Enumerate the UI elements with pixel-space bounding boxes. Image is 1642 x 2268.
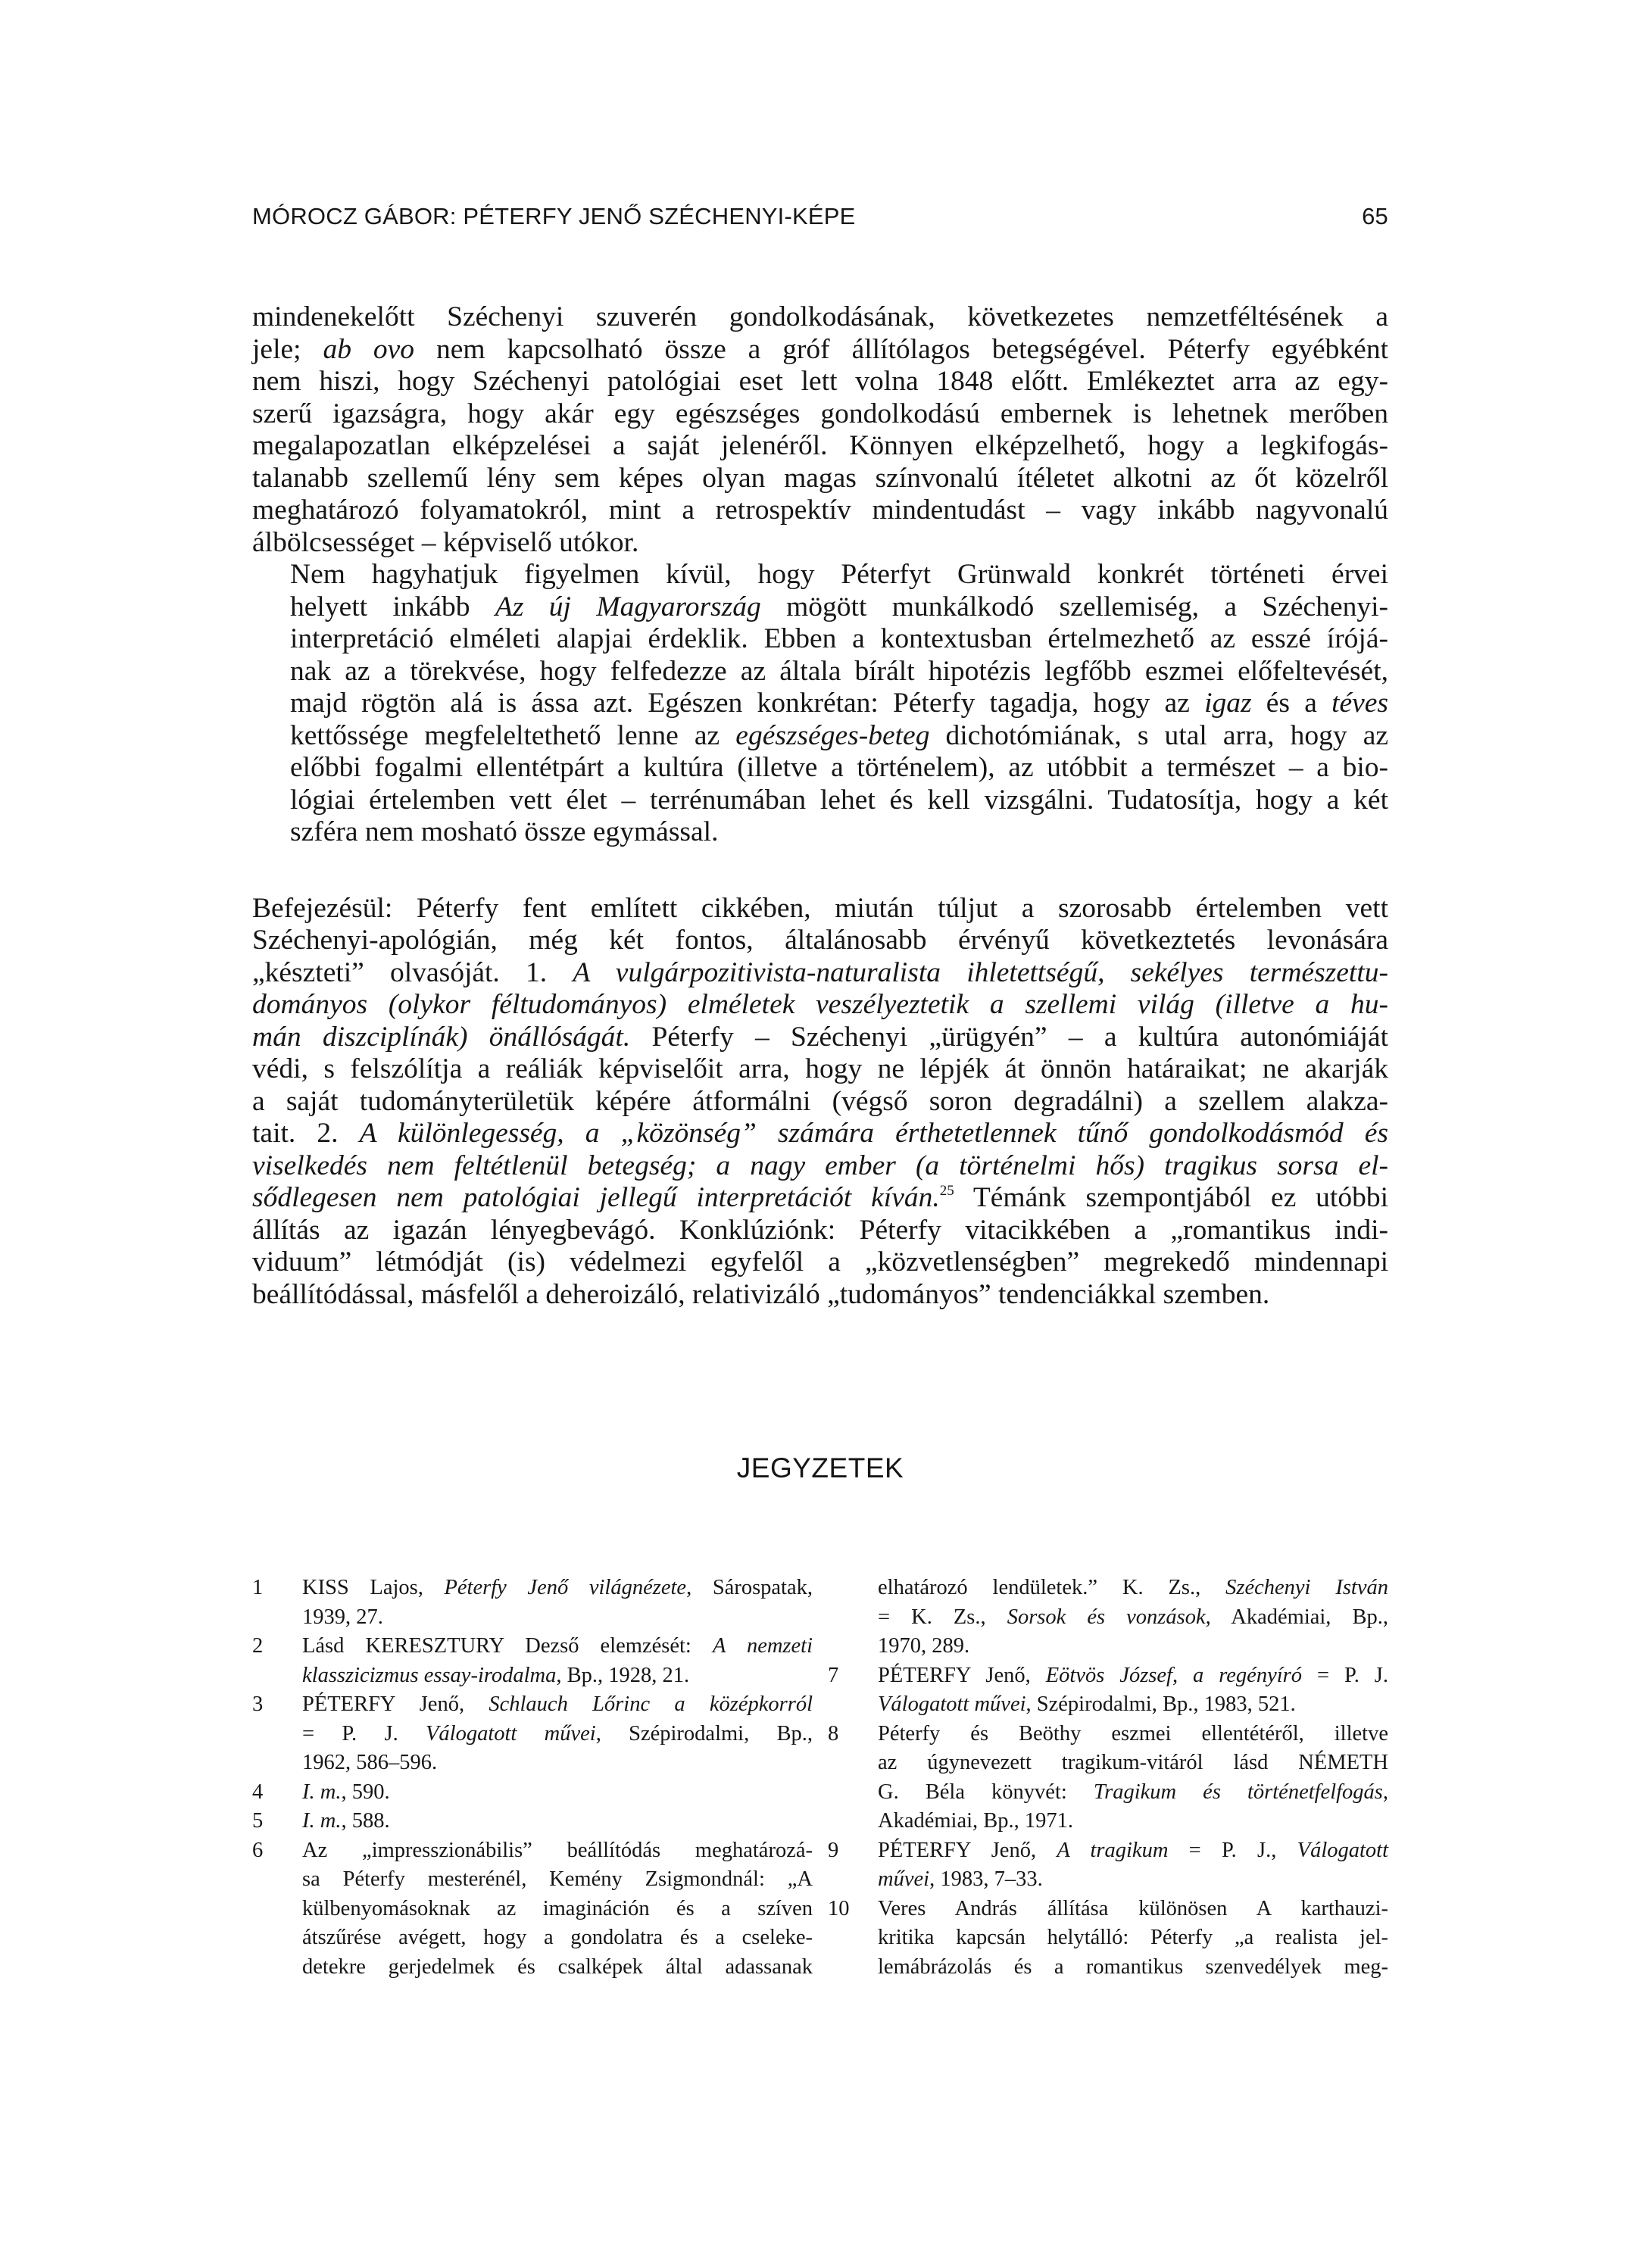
text-line: viduum” létmódját (is) védelmezi egyfelől a „közvetlenségben” megrekedő mindennapi <box>252 1246 1388 1278</box>
note-6: 6 Az „impresszionábilis” beállítódás meghatározá- sa Péterfy mesterénél, Kemény Zsigmondnál: „A külbenyomásoknak az imagináción és a szíven átszűrése avégett, hogy a gondolatra és a cseleke- detekre gerjedelmek és csalképek által adassanak <box>252 1836 813 1983</box>
text-line: álbölcsességet – képviselő utókor. <box>252 526 639 558</box>
text-line: előbbi fogalmi ellentétpárt a kultúra (illetve a történelem), az utóbbit a természet – a bio- <box>290 752 1388 783</box>
note-number: 7 <box>828 1663 839 1687</box>
text-line: tait. 2. A különlegesség, a „közönség” számára érthetetlennek tűnő gondolkodásmód és <box>252 1118 1388 1149</box>
italic-term: egészséges-beteg <box>735 719 930 751</box>
text-line: állítás az igazán lényegbevágó. Konklúziónk: Péterfy vitacikkében a „romantikus indi- <box>252 1214 1388 1246</box>
paragraph-3 <box>252 893 1388 1312</box>
text-line: jele; ab ovo nem kapcsolható össze a gróf állítólagos betegségével. Péterfy egyébként <box>252 333 1388 365</box>
running-title: MÓROCZ GÁBOR: PÉTERFY JENŐ SZÉCHENYI-KÉPE <box>252 203 856 229</box>
italic-thesis: sődlegesen nem patológiai jellegű interpretációt kíván. <box>252 1182 940 1213</box>
text-line: szerű igazságra, hogy akár egy egészséges gondolkodású embernek is lehetnek merőben <box>252 398 1388 429</box>
italic-thesis: viselkedés nem feltétlenül betegség; a nagy ember (a történelmi hős) tragikus sorsa el- <box>252 1150 1388 1181</box>
note-5: 5 I. m., 588. <box>252 1807 813 1836</box>
note-number: 9 <box>828 1838 839 1862</box>
note-number: 10 <box>828 1896 850 1920</box>
note-number: 5 <box>252 1809 264 1833</box>
note-number: 8 <box>828 1721 839 1745</box>
note-2: 2 Lásd KERESZTURY Dezső elemzését: A nemzeti klasszicizmus essay-irodalma, Bp., 1928, 21. <box>252 1632 813 1690</box>
italic-term: ab ovo <box>323 333 415 365</box>
paragraph-2 <box>252 559 1388 849</box>
text-line: beállítódással, másfelől a deheroizáló, relativizáló „tudományos” tendenciákkal szemben. <box>252 1278 1270 1310</box>
text-line: helyett inkább Az új Magyarország mögött munkálkodó szellemiség, a Széchenyi- <box>290 591 1388 622</box>
note-4: 4 I. m., 590. <box>252 1778 813 1808</box>
note-10: 10 Veres András állítása különösen A karthauzi- kritika kapcsán helytálló: Péterfy „a realista jel- lemábrázolás és a romantikus szenvedélyek meg- <box>828 1895 1388 1983</box>
text-line <box>252 989 1388 1022</box>
text-line: sődlegesen nem patológiai jellegű interpretációt kíván.$^{25}$ Témánk szempontjából ez utóbbi <box>252 1182 1388 1213</box>
note-number: 1 <box>252 1576 264 1599</box>
notes-column-right <box>828 1574 1388 1982</box>
note-number: 6 <box>252 1838 264 1862</box>
notes-column-left <box>252 1574 813 1982</box>
italic-term: téves <box>1331 688 1389 719</box>
text-line: lógiai értelemben vett élet – terrénumában lehet és kell vizsgálni. Tudatosítja, hogy a két <box>290 784 1388 816</box>
italic-thesis: mán diszciplínák) önállóságát. <box>252 1021 631 1053</box>
text-line: mindenekelőtt Széchenyi szuverén gondolkodásának, következetes nemzetféltésének a <box>252 301 1388 332</box>
text-line: „készteti” olvasóját. 1. A vulgárpozitivista-naturalista ihletettségű, sekélyes természettu- <box>252 956 1388 988</box>
note-8: 8 Péterfy és Beöthy eszmei ellentétéről, illetve az úgynevezett tragikum-vitáról lásd NÉMETH G. Béla könyvét: Tragikum és történetfelfogás, Akadémiai, Bp., 1971. <box>828 1720 1388 1836</box>
footnote-ref[interactable]: 25 <box>939 1183 954 1199</box>
note-9: 9 PÉTERFY Jenő, A tragikum = P. J., Válogatott művei, 1983, 7–33. <box>828 1836 1388 1895</box>
page-number: 65 <box>1362 203 1388 229</box>
italic-title: Az új Magyarország <box>495 591 761 622</box>
italic-thesis: A vulgárpozitivista-naturalista ihletettségű, sekélyes természettu- <box>573 956 1388 988</box>
text-line: a saját tudományterületük képére átformálni (végső soron degradálni) a szellem alakza- <box>252 1085 1388 1117</box>
note-7: 7 PÉTERFY Jenő, Eötvös József, a regényíró = P. J. Válogatott művei, Szépirodalmi, Bp., 1983, 521. <box>828 1661 1388 1720</box>
italic-term: igaz <box>1204 688 1252 719</box>
text-line: nak az a törekvése, hogy felfedezze az általa bírált hipotézis legfőbb eszmei előfeltevését, <box>290 655 1388 687</box>
notes-heading: JEGYZETEK <box>736 1452 904 1483</box>
text-line: Széchenyi-apológián, még két fontos, általánosabb érvényű következtetés levonására <box>252 925 1388 956</box>
note-3: 3 PÉTERFY Jenő, Schlauch Lőrinc a középkorról = P. J. Válogatott művei, Szépirodalmi, Bp., 1962, 586–596. <box>252 1690 813 1778</box>
text-line: mán diszciplínák) önállóságát. Péterfy – Széchenyi „ürügyén” – a kultúra autonómiáját <box>252 1021 1388 1053</box>
note-number: 2 <box>252 1634 264 1658</box>
text-line: majd rögtön alá is ássa azt. Egészen konkrétan: Péterfy tagadja, hogy az igaz és a téves <box>290 688 1389 719</box>
text-line: kettőssége megfeleltethető lenne az egészséges-beteg dichotómiának, s utal arra, hogy az <box>290 719 1388 751</box>
note-1: 1 KISS Lajos, Péterfy Jenő világnézete, Sárospatak, 1939, 27. <box>252 1574 813 1632</box>
italic-thesis: A különlegesség, a „közönség” számára érthetetlennek tűnő gondolkodásmód és <box>359 1118 1388 1149</box>
text-line: nem hiszi, hogy Széchenyi patológiai eset lett volna 1848 előtt. Emlékeztet arra az egy- <box>252 366 1388 397</box>
text-line <box>252 1150 1388 1183</box>
text-line: védi, s felszólítja a reáliák képviselőit arra, hogy ne lépjék át önnön határaikat; ne akarják <box>252 1053 1388 1084</box>
running-head <box>252 203 1388 236</box>
note-number: 3 <box>252 1692 264 1716</box>
italic-thesis: dományos (olykor féltudományos) elméletek veszélyeztetik a szellemi világ (illetve a hu- <box>252 989 1388 1020</box>
note-number: 4 <box>252 1780 264 1804</box>
text-line: szféra nem mosható össze egymással. <box>290 816 719 847</box>
body-text <box>252 301 1388 1311</box>
text-line: meghatározó folyamatokról, mint a retrospektív mindentudást – vagy inkább nagyvonalú <box>252 494 1388 526</box>
text-line: megalapozatlan elképzelései a saját jelenéről. Könnyen elképzelhető, hogy a legkifogás- <box>252 430 1388 461</box>
text-line: Nem hagyhatjuk figyelmen kívül, hogy Péterfyt Grünwald konkrét történeti érvei <box>290 559 1388 590</box>
note-6-continued: elhatározó lendületek.” K. Zs., Széchenyi István = K. Zs., Sorsok és vonzások, Akadémiai, Bp., 1970, 289. <box>878 1576 1388 1658</box>
text-line: talanabb szellemű lény sem képes olyan magas színvonalú ítéletet alkotni az őt közelről <box>252 462 1388 494</box>
text-line: interpretáció elméleti alapjai érdeklik. Ebben a kontextusban értelmezhető az esszé írójá- <box>290 623 1388 654</box>
paragraph-1 <box>252 301 1388 559</box>
text-line: Befejezésül: Péterfy fent említett cikkében, miután túljut a szorosabb értelemben vett <box>252 892 1388 924</box>
